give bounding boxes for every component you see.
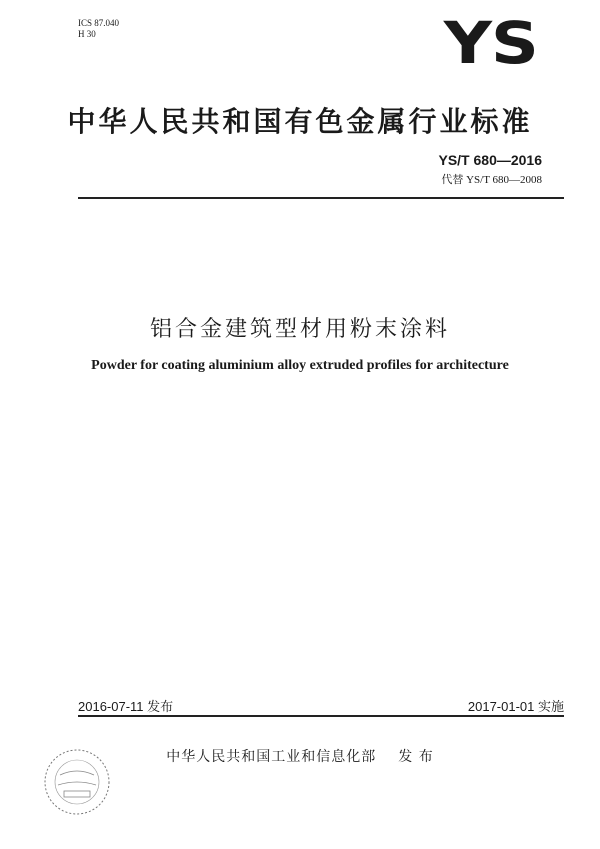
- issue-date: 2016-07-11 发布: [78, 699, 174, 714]
- footer-divider: [78, 715, 564, 717]
- ys-logo: YS: [443, 9, 538, 77]
- document-title-english: Powder for coating aluminium alloy extruded profiles for architecture: [91, 358, 509, 373]
- standard-code: YS/T 680—2016: [438, 152, 542, 168]
- issue-word: 发 布: [398, 749, 434, 765]
- classification-codes: [78, 18, 119, 40]
- replaces-code: 代替 YS/T 680—2008: [441, 174, 542, 186]
- issuer-name: 中华人民共和国工业和信息化部: [166, 749, 377, 765]
- ics-code: ICS 87.040: [78, 18, 120, 28]
- ccs-code: H 30: [78, 29, 96, 39]
- standard-type-title: 中华人民共和国有色金属行业标准: [67, 105, 533, 138]
- issuing-authority: [0, 746, 600, 766]
- standard-code-block: [438, 152, 542, 187]
- document-title-chinese: 铝合金建筑型材用粉末涂料: [149, 317, 450, 342]
- header-divider: [78, 197, 564, 199]
- implementation-date: 2017-01-01 实施: [467, 699, 564, 714]
